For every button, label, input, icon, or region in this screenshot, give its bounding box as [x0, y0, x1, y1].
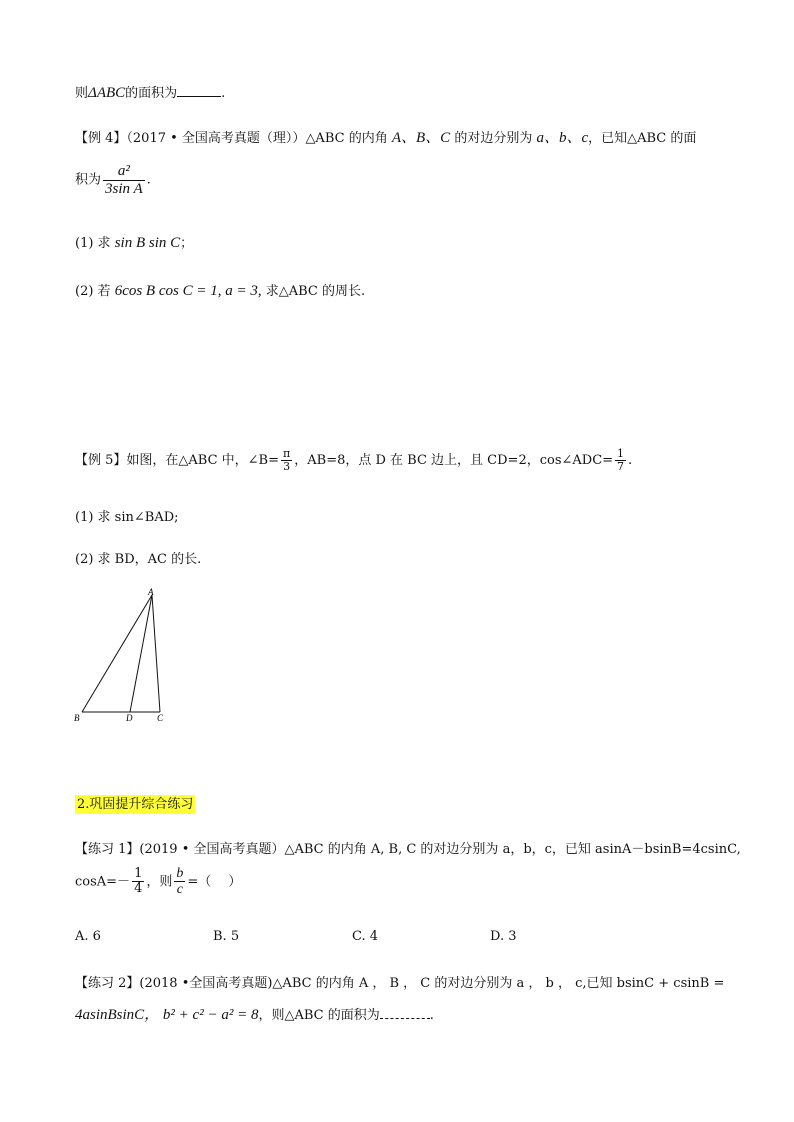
choice-b: B. 5 — [213, 929, 240, 944]
example4-q1 — [75, 236, 193, 251]
math-vars: a、b、c — [536, 130, 589, 146]
fraction-numerator: π — [283, 447, 291, 460]
math-triangle: ΔABC — [88, 85, 126, 101]
fraction-denominator: 4 — [134, 881, 143, 897]
example-tag: 【例 5】 — [75, 453, 127, 469]
fraction-b-over-c — [174, 866, 185, 898]
choice-a: A. 6 — [75, 929, 101, 944]
fraction-denominator: c — [176, 882, 183, 898]
text: ，已知△ABC 的面 — [588, 131, 697, 146]
label-b: B — [74, 713, 80, 723]
text: ，则 — [146, 874, 173, 890]
practice-text: (2018 •全国高考真题)△ABC 的内角 A ， B ， C 的对边分别为 a ， b ， c,已知 bsinC + csinB = — [139, 976, 725, 991]
question-label: (1) 求 — [75, 236, 115, 251]
fraction-pi-over-3 — [281, 448, 292, 473]
answer-blank — [177, 84, 221, 97]
segment-ac — [152, 595, 160, 712]
fraction-numerator: 1 — [617, 447, 625, 460]
fraction-numerator: a² — [103, 163, 145, 181]
fraction-one-quarter — [132, 867, 144, 897]
text: 的对边分别为 — [450, 131, 537, 146]
fraction-denominator: 3 — [283, 460, 291, 474]
text: 如图，在△ABC 中，∠B= — [126, 453, 280, 469]
fraction-numerator: 1 — [134, 866, 143, 882]
top-line — [75, 84, 225, 101]
example5-q2: (2) 求 BD，AC 的长. — [75, 552, 202, 567]
example4-area-line — [75, 163, 151, 197]
practice1-line2 — [75, 866, 241, 898]
example4-q2 — [75, 284, 365, 299]
answer-blank — [380, 1006, 430, 1019]
text: cosA=－ — [75, 874, 131, 890]
question-label: (2) 若 — [75, 284, 115, 299]
label-d: D — [126, 713, 133, 723]
math-expression: 4asinBsinC， b² + c² − a² = 8 — [75, 1007, 259, 1023]
example-source: （2017 • 全国高考真题（理）） — [126, 131, 306, 146]
example4-stem — [75, 131, 696, 146]
practice-tag: 【练习 1】 — [75, 842, 140, 857]
text: 求△ABC 的周长. — [261, 284, 366, 299]
triangle-figure — [70, 585, 180, 725]
choice-d: D. 3 — [490, 929, 517, 944]
text: 的面积为 — [125, 86, 178, 101]
text: . — [628, 453, 633, 469]
example5-stem — [75, 448, 632, 473]
fraction-denominator: 7 — [617, 460, 625, 474]
text: 则 — [75, 86, 89, 101]
text: 积为 — [75, 172, 102, 188]
practice2-line1 — [75, 977, 724, 990]
label-c: C — [157, 713, 164, 723]
practice2-line2 — [75, 1006, 434, 1023]
text: ，AB=8，点 D 在 BC 边上，且 CD=2，cos∠ADC= — [294, 453, 614, 469]
section-title — [75, 798, 195, 811]
example5-q1: (1) 求 sin∠BAD; — [75, 510, 179, 525]
practice-text: (2019 • 全国高考真题）△ABC 的内角 A, B, C 的对边分别为 a，b，c，已知 asinA－bsinB=4csinC, — [139, 842, 741, 857]
practice-tag: 【练习 2】 — [75, 976, 140, 991]
text: ； — [180, 236, 194, 251]
text: ，则△ABC 的面积为 — [258, 1008, 380, 1023]
math-vars: A、B、C — [391, 130, 451, 146]
choice-c: C. 4 — [352, 929, 379, 944]
text: . — [221, 86, 226, 101]
text: . — [429, 1008, 434, 1023]
fraction-area — [103, 163, 145, 197]
math-expression: 6cos B cos C = 1, a = 3, — [114, 283, 262, 299]
example-tag: 【例 4】 — [75, 131, 127, 146]
text: △ABC 的内角 — [305, 131, 392, 146]
fraction-one-seventh — [615, 448, 626, 473]
practice1-stem — [75, 843, 741, 856]
fraction-denominator: 3sin A — [105, 180, 143, 197]
text: . — [146, 172, 151, 188]
text: =（ ） — [187, 874, 242, 890]
section-title-text: 2.巩固提升综合练习 — [77, 797, 194, 812]
fraction-numerator: b — [176, 866, 184, 881]
label-a: A — [148, 587, 154, 597]
math-expression: sin B sin C — [114, 235, 181, 251]
